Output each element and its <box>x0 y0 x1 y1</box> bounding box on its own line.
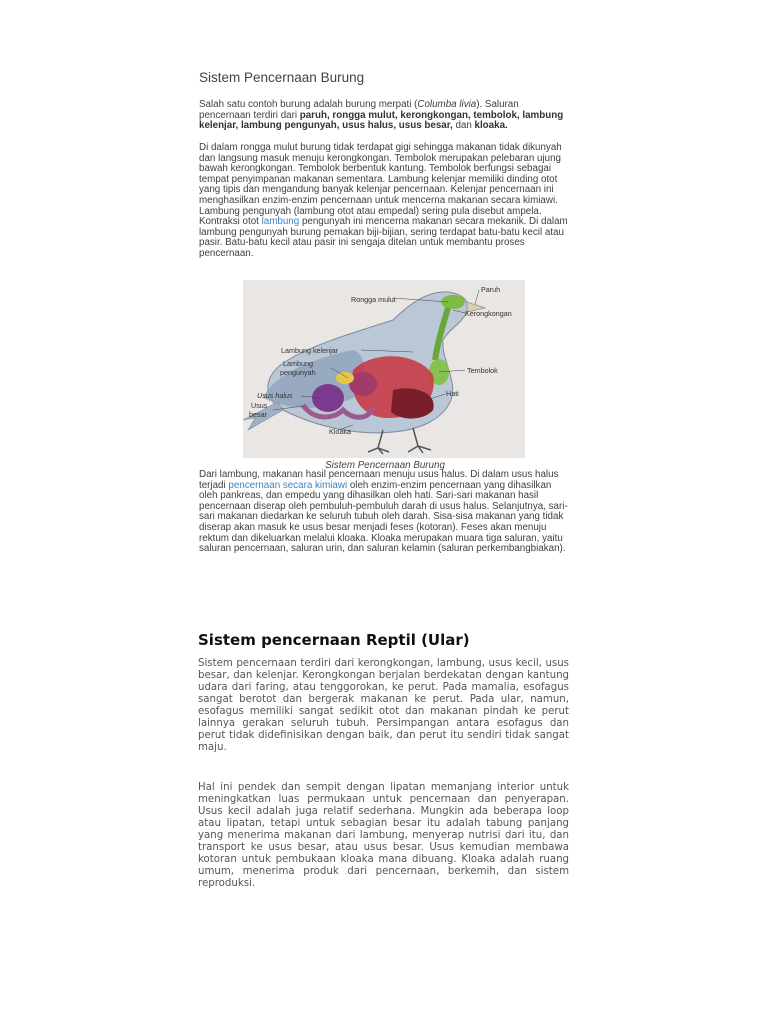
figure-caption: Sistem Pencernaan Burung <box>325 460 445 471</box>
paragraph-burung-rongga-mulut <box>199 143 571 260</box>
label-rongga-mulut: Rongga mulut <box>351 295 396 304</box>
paragraph-burung-usus <box>199 470 571 555</box>
organ-list-bold: paruh, rongga mulut, kerongkongan, tembolok, lambung kelenjar, lambung pengunyah, usus halus, usus besar, <box>199 109 564 132</box>
label-kerongkongan: Kerongkongan <box>465 309 512 318</box>
text-span: pengunyah ini mencerna makanan secara mekanik. Di dalam lambung pengunyah burung pemakan biji-bijian, sering terdapat batu-batu kecil atau pasir. Batu-batu kecil atau pasir ini sengaja ditelan untuk membantu proses pencernaan. <box>199 216 568 259</box>
gizzard-shape <box>312 384 344 412</box>
species-name: Columba livia <box>417 99 477 110</box>
label-kloaka: Kloaka <box>329 427 351 436</box>
bird-digestive-diagram <box>243 280 525 458</box>
label-lambung-pengunyah-2: pengunyah <box>280 368 316 377</box>
text-span: dan <box>452 120 475 132</box>
label-usus-besar-1: Usus <box>251 401 268 410</box>
text-span: Salah satu contoh burung adalah burung merpati ( <box>199 99 418 110</box>
label-lambung-kelenjar: Lambung kelenjar <box>281 346 339 355</box>
paragraph-reptil-2: Hal ini pendek dan sempit dengan lipatan memanjang interior untuk meningkatkan luas permukaan untuk pencernaan dan penyerapan. Usus kecil adalah juga relatif sederhana. Mungkin ada beberapa loop atau lipatan, tetapi untuk sebagian besar itu adalah tabung panjang yang menerima makanan dari lambung, menyerap nutrisi dari itu, dan transport ke usus besar, atau usus besar. Usus kemudian membawa kotoran untuk pembukaan kloaka mana dibuang. Kloaka adalah ruang umum, menerima produk dari pencernaan, berkemih, dan sistem reproduksi. <box>198 782 569 889</box>
link-pencernaan-kimiawi[interactable]: pencernaan secara kimiawi <box>228 479 348 491</box>
label-lambung-pengunyah-1: Lambung <box>283 359 313 368</box>
label-usus-besar-2: besar <box>249 410 267 419</box>
bird-diagram-svg <box>243 280 525 458</box>
section-title-reptil: Sistem pencernaan Reptil (Ular) <box>198 631 470 649</box>
leader-line <box>475 290 479 304</box>
text-span: Dari lambung, makanan hasil pencernaan menuju usus halus. Di dalam usus halus terjadi <box>199 469 559 491</box>
section-title-burung: Sistem Pencernaan Burung <box>199 70 365 85</box>
kloaka-bold: kloaka. <box>474 120 508 132</box>
leg-left <box>368 430 389 454</box>
label-paruh: Paruh <box>481 285 501 294</box>
label-hati: Hati <box>446 389 459 398</box>
leg-right <box>408 428 431 453</box>
label-tembolok: Tembolok <box>467 366 498 375</box>
paragraph-burung-intro <box>199 100 571 132</box>
text-span: ). Saluran pencernaan terdiri dari <box>199 99 519 121</box>
link-lambung[interactable]: lambung <box>261 216 300 228</box>
gland-shape <box>336 372 354 384</box>
label-usus-halus: Usus halus <box>257 391 293 400</box>
paragraph-reptil-1: Sistem pencernaan terdiri dari kerongkongan, lambung, usus kecil, usus besar, dan kelenjar. Kerongkongan berjalan berdekatan dengan kantung udara dari faring, atau tenggorokan, ke perut. Pada mamalia, esofagus sangat berotot dan bergerak makanan ke perut. Pada ular, namun, esofagus memiliki sangat sedikit otot dan makanan pindah ke perut lainnya gerakan seluruh tubuh. Persimpangan antara esofagus dan perut tidak didefinisikan dengan baik, dan perut itu sendiri tidak sangat maju. <box>198 658 569 753</box>
text-span: Di dalam rongga mulut burung tidak terdapat gigi sehingga makanan tidak dikunyah dan langsung masuk menuju kerongkongan. Tembolok merupakan pelebaran ujung bawah kerongkongan. Tembolok berbentuk kantung. Tembolok berfungsi sebagai tempat penyimpanan makanan sementara. Lambung kelenjar memiliki dinding otot yang tipis dan mengandung banyak kelenjar pencernaan. Kelenjar pencernaan ini menghasilkan enzim-enzim pencernaan untuk mencerna makanan secara kimiawi. Lambung pengunyah (lambung otot atau empedal) sering pula disebut ampela. Kontraksi otot <box>199 142 562 228</box>
text-span: oleh enzim-enzim pencernaan yang dihasilkan oleh pankreas, dan empedu yang dihasilkan oleh hati. Sari-sari makanan hasil pencernaan diserap oleh pembuluh-pembuluh darah di usus halus. Selanjutnya, sari-sari makanan diedarkan ke seluruh tubuh oleh darah. Sisa-sisa makanan yang tidak diserap akan masuk ke usus besar menjadi feses (kotoran). Feses akan menuju rektum dan dikeluarkan melalui kloaka. Kloaka merupakan muara tiga saluran, yaitu saluran pencernaan, saluran urin, dan saluran kelamin (saluran perkembangbiakan). <box>199 479 568 555</box>
